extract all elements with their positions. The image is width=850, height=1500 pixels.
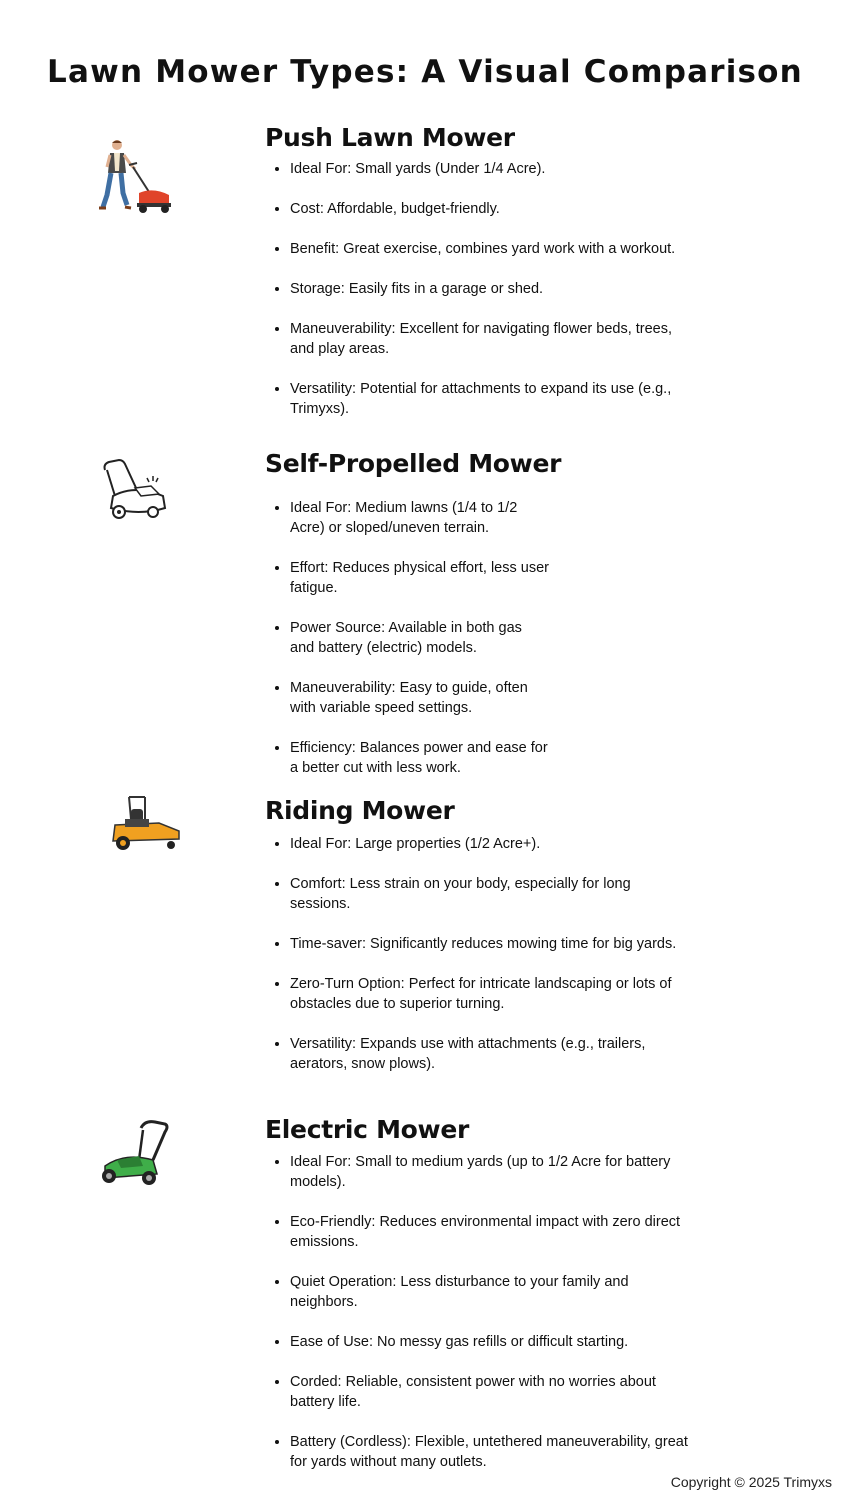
bullet-list (265, 498, 550, 798)
list-item: • Maneuverability: Excellent for navigating flower beds, trees, and play areas. (290, 319, 690, 359)
list-item: • Eco-Friendly: Reduces environmental impact with zero direct emissions. (290, 1212, 690, 1252)
list-item: • Versatility: Expands use with attachments (e.g., trailers, aerators, snow plows). (290, 1034, 690, 1074)
section-heading: Push Lawn Mower (265, 123, 515, 152)
list-item: • Ideal For: Large properties (1/2 Acre+). (290, 834, 690, 854)
page-title: Lawn Mower Types: A Visual Comparison (47, 54, 803, 90)
list-item: • Cost: Affordable, budget-friendly. (290, 199, 690, 219)
push-mower-person-icon (95, 137, 175, 217)
list-item: • Corded: Reliable, consistent power with no worries about battery life. (290, 1372, 690, 1412)
list-item: • Zero-Turn Option: Perfect for intricate landscaping or lots of obstacles due to superior turning. (290, 974, 690, 1014)
list-item: • Effort: Reduces physical effort, less user fatigue. (290, 558, 550, 598)
section-heading: Self-Propelled Mower (265, 449, 562, 478)
list-item: • Maneuverability: Easy to guide, often with variable speed settings. (290, 678, 550, 718)
list-item: • Power Source: Available in both gas and battery (electric) models. (290, 618, 550, 658)
list-item: • Ease of Use: No messy gas refills or difficult starting. (290, 1332, 690, 1352)
list-item: • Battery (Cordless): Flexible, untethered maneuverability, great for yards without many outlets. (290, 1432, 690, 1472)
list-item: • Ideal For: Small to medium yards (up to 1/2 Acre for battery models). (290, 1152, 690, 1192)
riding-mower-icon (105, 789, 185, 869)
list-item: • Versatility: Potential for attachments to expand its use (e.g., Trimyxs). (290, 379, 690, 419)
list-item: • Benefit: Great exercise, combines yard work with a workout. (290, 239, 690, 259)
list-item: • Storage: Easily fits in a garage or shed. (290, 279, 690, 299)
list-item: • Ideal For: Medium lawns (1/4 to 1/2 Acre) or sloped/uneven terrain. (290, 498, 550, 538)
section-heading: Riding Mower (265, 796, 455, 825)
bullet-list (265, 1152, 690, 1492)
copyright-notice: Copyright © 2025 Trimyxs (670, 1474, 832, 1490)
list-item: • Ideal For: Small yards (Under 1/4 Acre). (290, 159, 690, 179)
list-item: • Comfort: Less strain on your body, especially for long sessions. (290, 874, 690, 914)
bullet-list (265, 159, 690, 439)
electric-mower-icon (95, 1116, 175, 1196)
bullet-list (265, 834, 690, 1094)
list-item: • Time-saver: Significantly reduces mowing time for big yards. (290, 934, 690, 954)
self-propelled-mower-icon (95, 456, 175, 536)
list-item: • Efficiency: Balances power and ease for a better cut with less work. (290, 738, 550, 778)
list-item: • Quiet Operation: Less disturbance to your family and neighbors. (290, 1272, 690, 1312)
section-heading: Electric Mower (265, 1115, 470, 1144)
